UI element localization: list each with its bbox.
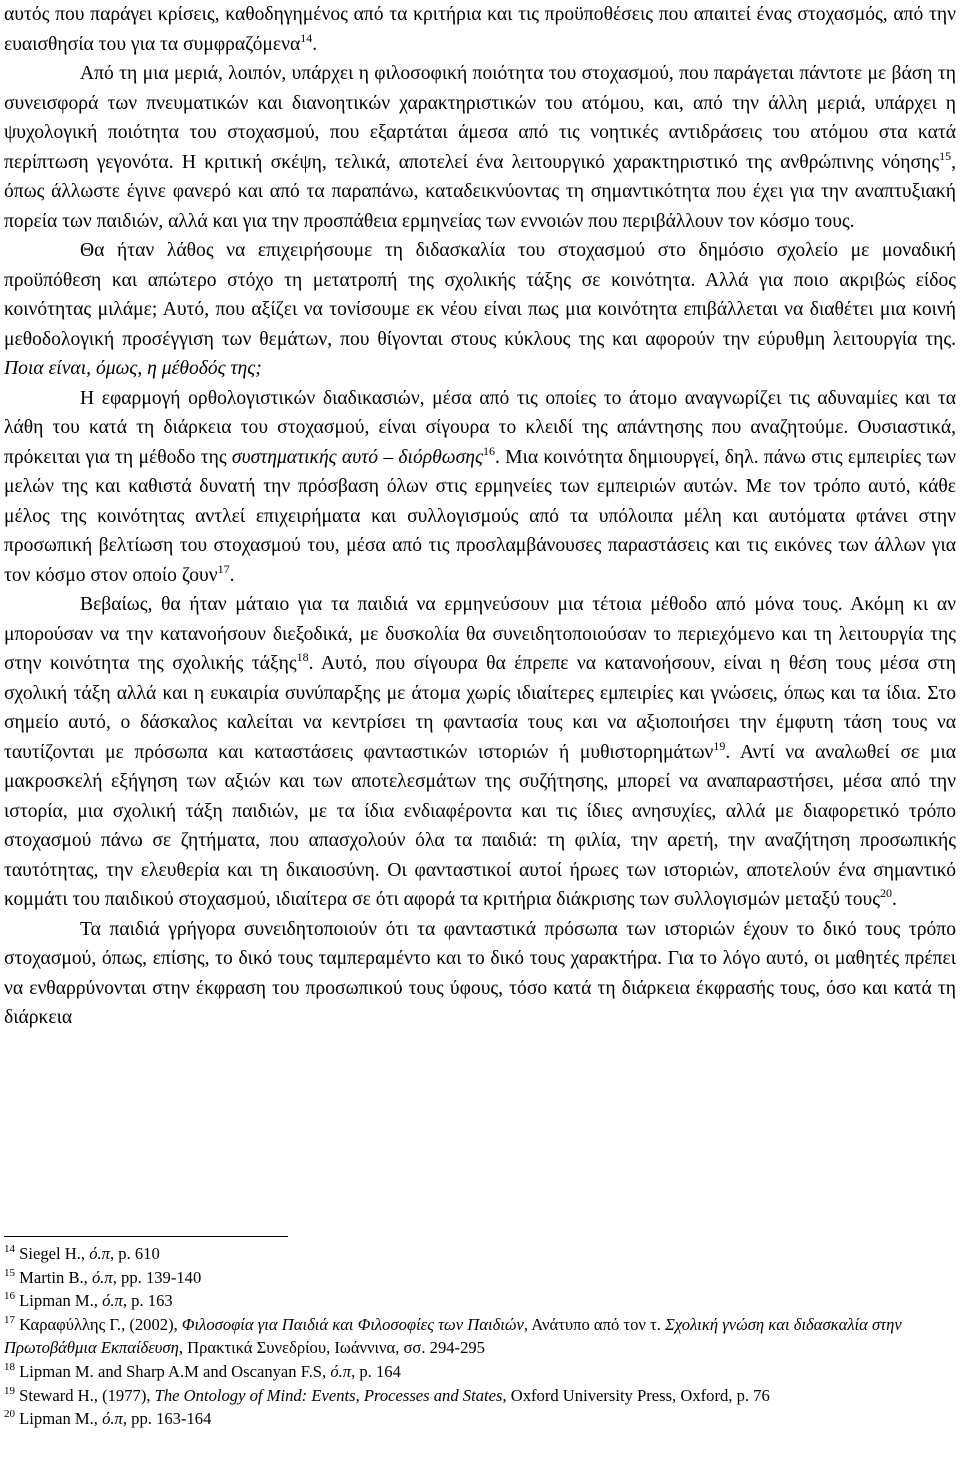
paragraph-2-text-a: Από τη μια μεριά, λοιπόν, υπάρχει η φιλοσοφική ποιότητα του στοχασμού, που παράγεται πάντοτε με βάση τη συνεισφορά των πνευματικών και διανοητικών χαρακτηριστικών του ατόμου, και, από την άλλη μεριά, υπάρχει η ψυχολογική ποιότητα του στοχασμού, που εξαρτάται άμεσα από τις νοητικές αντιδράσεις του ατόμου στα κατά περίπτωση γεγονότα. Η κριτική σκέψη, τελικά, αποτελεί ένα λειτουργικό χαρακτηριστικό της ανθρώπινης νόησης bbox=[4, 63, 956, 173]
footnote-ref-20: 20 bbox=[879, 886, 892, 900]
footnote-number: 15 bbox=[4, 1266, 15, 1279]
footnote-16 bbox=[4, 1289, 956, 1313]
footnote-18 bbox=[4, 1360, 956, 1384]
footnote-19 bbox=[4, 1384, 956, 1408]
footnote-text: Siegel H., bbox=[15, 1244, 90, 1263]
footnote-ref-16: 16 bbox=[482, 443, 495, 458]
footnote-italic: ό.π bbox=[330, 1361, 352, 1381]
footnote-text: Lipman M. and Sharp A.M and Oscanyan F.S, bbox=[15, 1361, 331, 1381]
paragraph-6-text: Τα παιδιά γρήγορα συνειδητοποιούν ότι τα φανταστικά πρόσωπα των ιστοριών έχουν το δικό τους τρόπο στοχασμού, όπως, επίσης, το δικό τους ταμπεραμέντο και το δικό τους χαρακτήρα. Για το λόγο αυτό, οι μαθητές πρέπει να ενθαρρύνονται στην έκφραση του προσωπικού τους ύφους, τόσο κατά τη διάρκεια έκφρασής τους, όσο και κατά τη διάρκεια bbox=[4, 918, 956, 1028]
footnote-italic: Φιλοσοφία για Παιδιά και Φιλοσοφίες των Παιδιών bbox=[181, 1314, 524, 1334]
paragraph-5-text-a: Βεβαίως, θα ήταν μάταιο για τα παιδιά να ερμηνεύσουν μια τέτοια μέθοδο από μόνα τους. Ακόμη κι αν μπορούσαν να την κατανοήσουν διεξοδικά, με δυσκολία θα συνειδητοποιούσαν το περιεχόμενο και τη λειτουργία της στην κοινότητα της σχολικής τάξης bbox=[4, 594, 956, 674]
paragraph-4-text-b: . Μια κοινότητα δημιουργεί, δηλ. πάνω στις εμπειρίες των μελών της και καθιστά δυνατή την πρόσβαση όλων στις ερμηνείες των εμπειριών αυτών. Με τον τρόπο αυτό, κάθε μέλος της κοινότητας αντλεί επιχειρήματα και συλλογισμούς από τα υπόλοιπα μέλη και αυτόματα φτάνει στην προσωπική βελτίωση του στοχασμού του, μέσα από τις προσλαμβάνουσες παραστάσεις και τις εικόνες των άλλων για τον κόσμο στον οποίο ζουν bbox=[4, 446, 956, 586]
footnote-text: , p. 610 bbox=[109, 1244, 160, 1263]
footnote-ref-19: 19 bbox=[713, 738, 726, 753]
footnote-number: 18 bbox=[4, 1360, 15, 1373]
footnote-italic: ό.π bbox=[102, 1409, 123, 1429]
paragraph-2 bbox=[4, 59, 956, 236]
footnote-number: 17 bbox=[4, 1313, 15, 1326]
footnote-number: 16 bbox=[4, 1290, 15, 1303]
paragraph-3-text: Θα ήταν λάθος να επιχειρήσουμε τη διδασκαλία του στοχασμού στο δημόσιο σχολείο με μοναδική προϋπόθεση και απώτερο στόχο τη μετατροπή της σχολικής τάξης σε κοινότητα. Αλλά για ποιο ακριβώς είδος κοινότητας μιλάμε; Αυτό, που αξίζει να τονίσουμε εκ νέου είναι πως μια κοινότητα επιβάλλεται να διαθέτει μια κοινή μεθοδολογική προσέγγιση των θεμάτων, που θίγονται στους κύκλους της και αφορούν την εύρυθμη λειτουργία της. bbox=[4, 240, 956, 350]
paragraph-1-text: αυτός που παράγει κρίσεις, καθοδηγημένος από τα κριτήρια και τις προϋποθέσεις που απαιτεί ένας στοχασμός, από την ευαισθησία του για τα συμφραζόμενα bbox=[4, 4, 956, 55]
footnote-14 bbox=[4, 1242, 956, 1266]
footnote-text: , p. 163 bbox=[122, 1291, 173, 1311]
footnote-number: 14 bbox=[4, 1243, 15, 1255]
footnote-17 bbox=[4, 1313, 956, 1360]
footnote-text: Lipman M., bbox=[15, 1291, 103, 1311]
document-page bbox=[4, 0, 957, 1429]
paragraph-5 bbox=[4, 590, 956, 915]
paragraph-3 bbox=[4, 236, 956, 384]
paragraph-4 bbox=[4, 384, 956, 591]
footnote-ref-15: 15 bbox=[939, 148, 952, 163]
footnote-text: Καραφύλλης Γ., (2002), bbox=[15, 1314, 182, 1334]
footnote-ref-14: 14 bbox=[300, 30, 313, 45]
paragraph-5-end: . bbox=[891, 889, 897, 910]
paragraph-2-text-b: , όπως άλλωστε έγινε φανερό και από τα παραπάνω, καταδεικνύοντας τη σημαντικότητα που έχει για την αναπτυξιακή πορεία των παιδιών, αλλά και για την προσπάθεια ερμηνείας των εννοιών που περιβάλλουν τον κόσμο τους. bbox=[4, 151, 956, 232]
paragraph-4-text-a: Η εφαρμογή ορθολογιστικών διαδικασιών, μέσα από τις οποίες το άτομο αναγνωρίζει τις αδυναμίες και τα λάθη του κατά τη διάρκεια του στοχασμού, είναι σίγουρα το κλειδί της απάντησης που αναζητούμε. Ουσιαστικά, πρόκειται για τη μέθοδο της bbox=[4, 387, 956, 468]
footnotes bbox=[4, 1242, 956, 1431]
footnote-text: , Oxford University Press, Oxford, p. 76 bbox=[502, 1385, 770, 1405]
footnote-italic: ό.π bbox=[91, 1267, 113, 1287]
paragraph-5-text-c: . Αντί να αναλωθεί σε μια μακροσκελή εξήγηση των αξιών και των αποτελεσμάτων της συζήτησης, μπορεί να αναπαραστήσει, μέσα από την ιστορία, μια σχολική τάξη παιδιών, με τα ίδια ενδιαφέροντα και τις ίδιες ανησυχίες, αλλά με διαφορετικό τρόπο στοχασμού πάνω σε ζητήματα, που απασχολούν όλα τα παιδιά: τη φιλία, την αρετή, την αναζήτηση προσωπικής ταυτότητας, την ελευθερία και τη δικαιοσύνη. Οι φανταστικοί αυτοί ήρωες των ιστοριών, αποτελούν ένα σημαντικό κομμάτι του παιδικού στοχασμού, ιδιαίτερα σε ότι αφορά τα κριτήρια διάκρισης των συλλογισμών μεταξύ τους bbox=[4, 741, 956, 910]
footnote-text: , p. 164 bbox=[351, 1361, 401, 1381]
paragraph-6 bbox=[4, 915, 956, 1033]
paragraph-3-question: Ποια είναι, όμως, η μέθοδός της; bbox=[4, 358, 262, 379]
footnote-text: Martin B., bbox=[15, 1267, 92, 1287]
paragraph-1-end: . bbox=[312, 33, 318, 55]
main-text bbox=[4, 0, 956, 1033]
paragraph-4-italic-term: συστηματικής αυτό – διόρθωσης bbox=[231, 446, 483, 468]
footnote-italic: ό.π bbox=[102, 1291, 123, 1311]
footnote-15 bbox=[4, 1266, 956, 1290]
footnote-text: Lipman M., bbox=[15, 1409, 103, 1429]
footnote-separator bbox=[4, 1236, 288, 1237]
paragraph-5-text-b: . Αυτό, που σίγουρα θα έπρεπε να κατανοήσουν, είναι η θέση τους μέσα στη σχολική τάξη αλλά και η ευκαιρία συνύπαρξης με άτομα χωρίς ιδιαίτερες εμπειρίες και γνώσεις, όπως και τα ίδια. Στο σημείο αυτό, ο δάσκαλος καλείται να κεντρίσει τη φαντασία τους και να αξιοποιήσει την έμφυτη τάση τους να ταυτίζονται με πρόσωπα και καταστάσεις φανταστικών ιστοριών ή μυθιστορημάτων bbox=[4, 653, 957, 763]
footnote-text: , Ανάτυπο από τον τ. bbox=[523, 1314, 665, 1334]
paragraph-4-end: . bbox=[229, 564, 235, 586]
footnote-number: 20 bbox=[4, 1408, 15, 1421]
footnote-italic: The Ontology of Mind: Events, Processes and States bbox=[154, 1385, 503, 1405]
footnote-ref-17: 17 bbox=[217, 561, 230, 576]
paragraph-1 bbox=[4, 0, 956, 59]
footnote-text: , Πρακτικά Συνεδρίου, Ιωάννινα, σσ. 294-295 bbox=[178, 1338, 485, 1358]
footnote-text: , pp. 163-164 bbox=[122, 1409, 212, 1429]
footnote-text: , pp. 139-140 bbox=[112, 1267, 202, 1287]
footnote-20 bbox=[4, 1407, 956, 1431]
footnote-italic: ό.π bbox=[89, 1244, 110, 1263]
footnote-number: 19 bbox=[4, 1384, 15, 1397]
footnote-italic: Σχολική γνώση και διδασκαλία στην Πρωτοβάθμια Εκπαίδευση bbox=[4, 1314, 902, 1358]
footnote-ref-18: 18 bbox=[296, 650, 309, 664]
footnote-text: Steward H., (1977), bbox=[15, 1385, 155, 1405]
